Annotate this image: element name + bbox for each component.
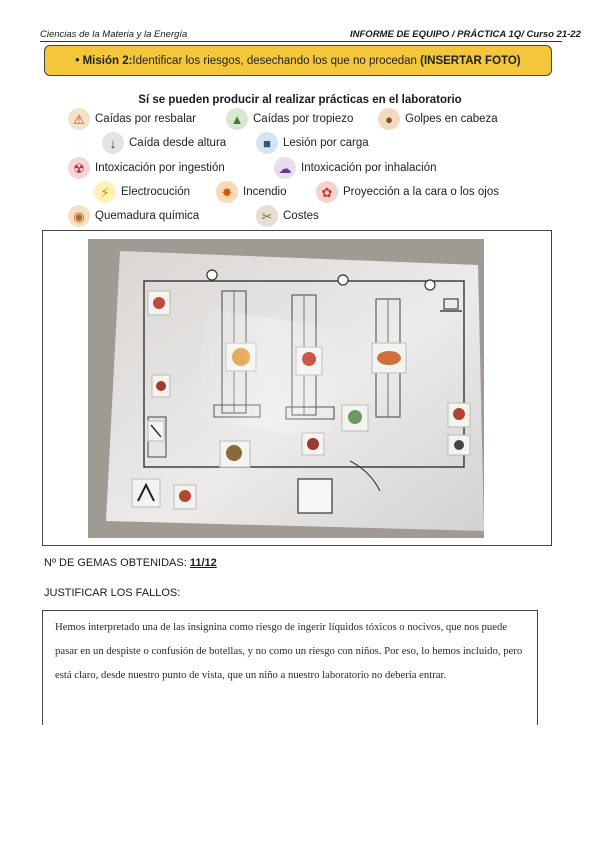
risk-item — [256, 205, 319, 227]
risk-label: Caída desde altura — [129, 137, 227, 149]
fall-height-icon: ↓ — [102, 132, 124, 154]
risk-label: Caídas por resbalar — [95, 113, 196, 125]
mission-banner — [44, 45, 552, 76]
lab-plan-photo — [88, 239, 484, 538]
header-report: INFORME DE EQUIPO / PRÁCTICA 1Q/ Curso 21-22 — [350, 29, 581, 40]
risk-label: Intoxicación por inhalación — [301, 162, 437, 174]
gems-line — [44, 557, 217, 569]
lab-plan-drawing — [88, 239, 484, 538]
ingestion-icon: ☢ — [68, 157, 90, 179]
electrocution-icon: ⚡ — [94, 181, 116, 203]
head-bump-icon: ● — [378, 108, 400, 130]
inhalation-icon: ☁ — [274, 157, 296, 179]
risk-item — [94, 181, 190, 203]
risk-label: Quemadura química — [95, 210, 200, 222]
risk-label: Caídas por tropiezo — [253, 113, 354, 125]
gems-label: Nº DE GEMAS OBTENIDAS: — [44, 557, 190, 569]
mission-prefix: • Misión 2: — [75, 54, 133, 67]
slip-icon: ⚠ — [68, 108, 90, 130]
trip-icon: ▲ — [226, 108, 248, 130]
risk-label: Costes — [283, 210, 319, 222]
mission-text: Identificar los riesgos, desechando los que no procedan — [132, 54, 421, 67]
risk-label: Golpes en cabeza — [405, 113, 498, 125]
cuts-icon: ✂ — [256, 205, 278, 227]
gems-value: 11/12 — [189, 557, 217, 569]
risk-label: Lesión por carga — [283, 137, 369, 149]
risk-label: Incendio — [243, 186, 287, 198]
risk-item — [274, 157, 437, 179]
fire-icon: ✸ — [216, 181, 238, 203]
risk-item — [68, 108, 196, 130]
risk-item — [256, 132, 369, 154]
risk-label: Intoxicación por ingestión — [95, 162, 225, 174]
risk-item — [216, 181, 286, 203]
risk-item — [226, 108, 353, 130]
risk-label: Proyección a la cara o los ojos — [343, 186, 499, 198]
risk-item — [316, 181, 499, 203]
header-rule — [40, 41, 562, 42]
load-injury-icon: ■ — [256, 132, 278, 154]
risk-item — [102, 132, 226, 154]
justify-label: JUSTIFICAR LOS FALLOS: — [44, 587, 181, 599]
justification-text: Hemos interpretado una de las insignina como riesgo de ingerir líquidos tóxicos o nocivos, que nos puede pasar en un despiste o confusión de botellas, y no como un riesgo con niños. Por eso, lo hemos incluido, pero está claro, desde nuestro punto de vista, que un niño a nuestro laboratorio no debería entrar. — [55, 621, 523, 681]
risks-subheading: Sí se pueden producir al realizar prácticas en el laboratorio — [138, 94, 462, 106]
risk-item — [68, 157, 225, 179]
chemical-burn-icon: ◉ — [68, 205, 90, 227]
mission-suffix: (INSERTAR FOTO) — [420, 54, 521, 67]
risk-label: Electrocución — [121, 186, 191, 198]
risk-item — [68, 205, 199, 227]
risk-item — [378, 108, 498, 130]
header-course: Ciencias de la Materia y la Energía — [40, 29, 188, 40]
justification-box — [42, 610, 538, 725]
projection-icon: ✿ — [316, 181, 338, 203]
